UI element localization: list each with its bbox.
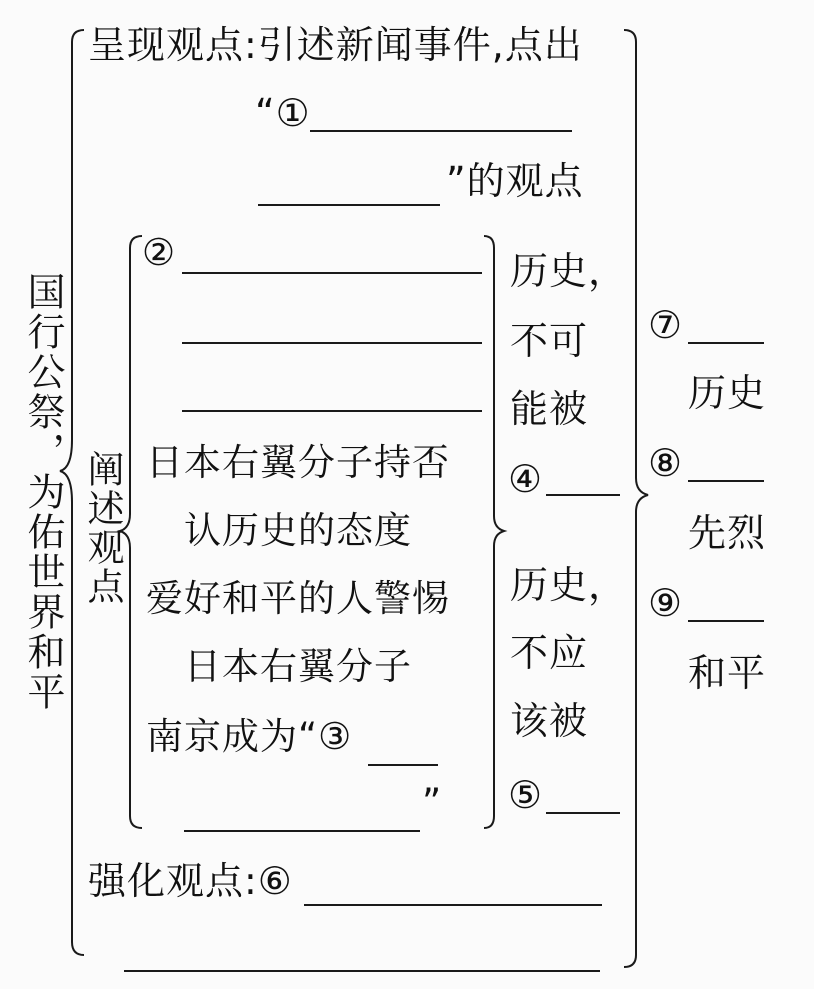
line-e-close: ” (422, 781, 443, 824)
elaborate-label: 阐述观点 (81, 450, 124, 606)
line-d: 日本右翼分子 (184, 645, 412, 688)
num-4: ④ (508, 457, 544, 501)
lower-r2: 不应 (510, 631, 589, 675)
upper-r1: 历史， (510, 249, 628, 293)
strengthen-text: 强化观点:⑥ (88, 859, 293, 903)
line-c: 爱好和平的人警惕 (146, 577, 450, 620)
num-2: ② (142, 231, 177, 274)
blank-7[interactable] (688, 342, 764, 344)
num-5: ⑤ (508, 773, 544, 817)
present-quote-open: “① (255, 91, 311, 135)
num-9: ⑨ (648, 581, 684, 625)
blank-1b[interactable] (258, 204, 440, 206)
blank-2b[interactable] (182, 342, 482, 344)
line-b: 认历史的态度 (184, 509, 412, 552)
blank-2a[interactable] (182, 272, 482, 274)
word-7: 历史 (688, 371, 767, 415)
word-8: 先烈 (688, 511, 767, 555)
word-9: 和平 (688, 651, 767, 695)
present-text: 呈现观点:引述新闻事件,点出 (88, 23, 583, 67)
blank-1a[interactable] (310, 130, 572, 132)
lower-r1: 历史， (510, 563, 628, 607)
blank-4[interactable] (546, 494, 620, 496)
blank-2c[interactable] (182, 410, 482, 412)
line-a: 日本右翼分子持否 (146, 441, 450, 484)
blank-9[interactable] (688, 620, 764, 622)
root-label: 国行公祭，为佑世界和平 (21, 272, 65, 712)
present-quote-close: ”的观点 (446, 159, 584, 203)
num-7: ⑦ (648, 303, 684, 347)
blank-6a[interactable] (304, 904, 602, 906)
line-e: 南京成为“③ (146, 715, 353, 758)
num-8: ⑧ (648, 441, 684, 485)
upper-right-brace (484, 236, 504, 828)
blank-8[interactable] (688, 480, 764, 482)
outer-right-brace (624, 30, 648, 967)
blank-5[interactable] (546, 812, 620, 814)
blank-3a[interactable] (368, 764, 438, 766)
upper-r2: 不可 (510, 319, 589, 363)
blank-3b[interactable] (184, 830, 420, 832)
upper-r3: 能被 (510, 387, 589, 431)
blank-6b[interactable] (124, 970, 600, 972)
lower-r3: 该被 (510, 699, 589, 743)
